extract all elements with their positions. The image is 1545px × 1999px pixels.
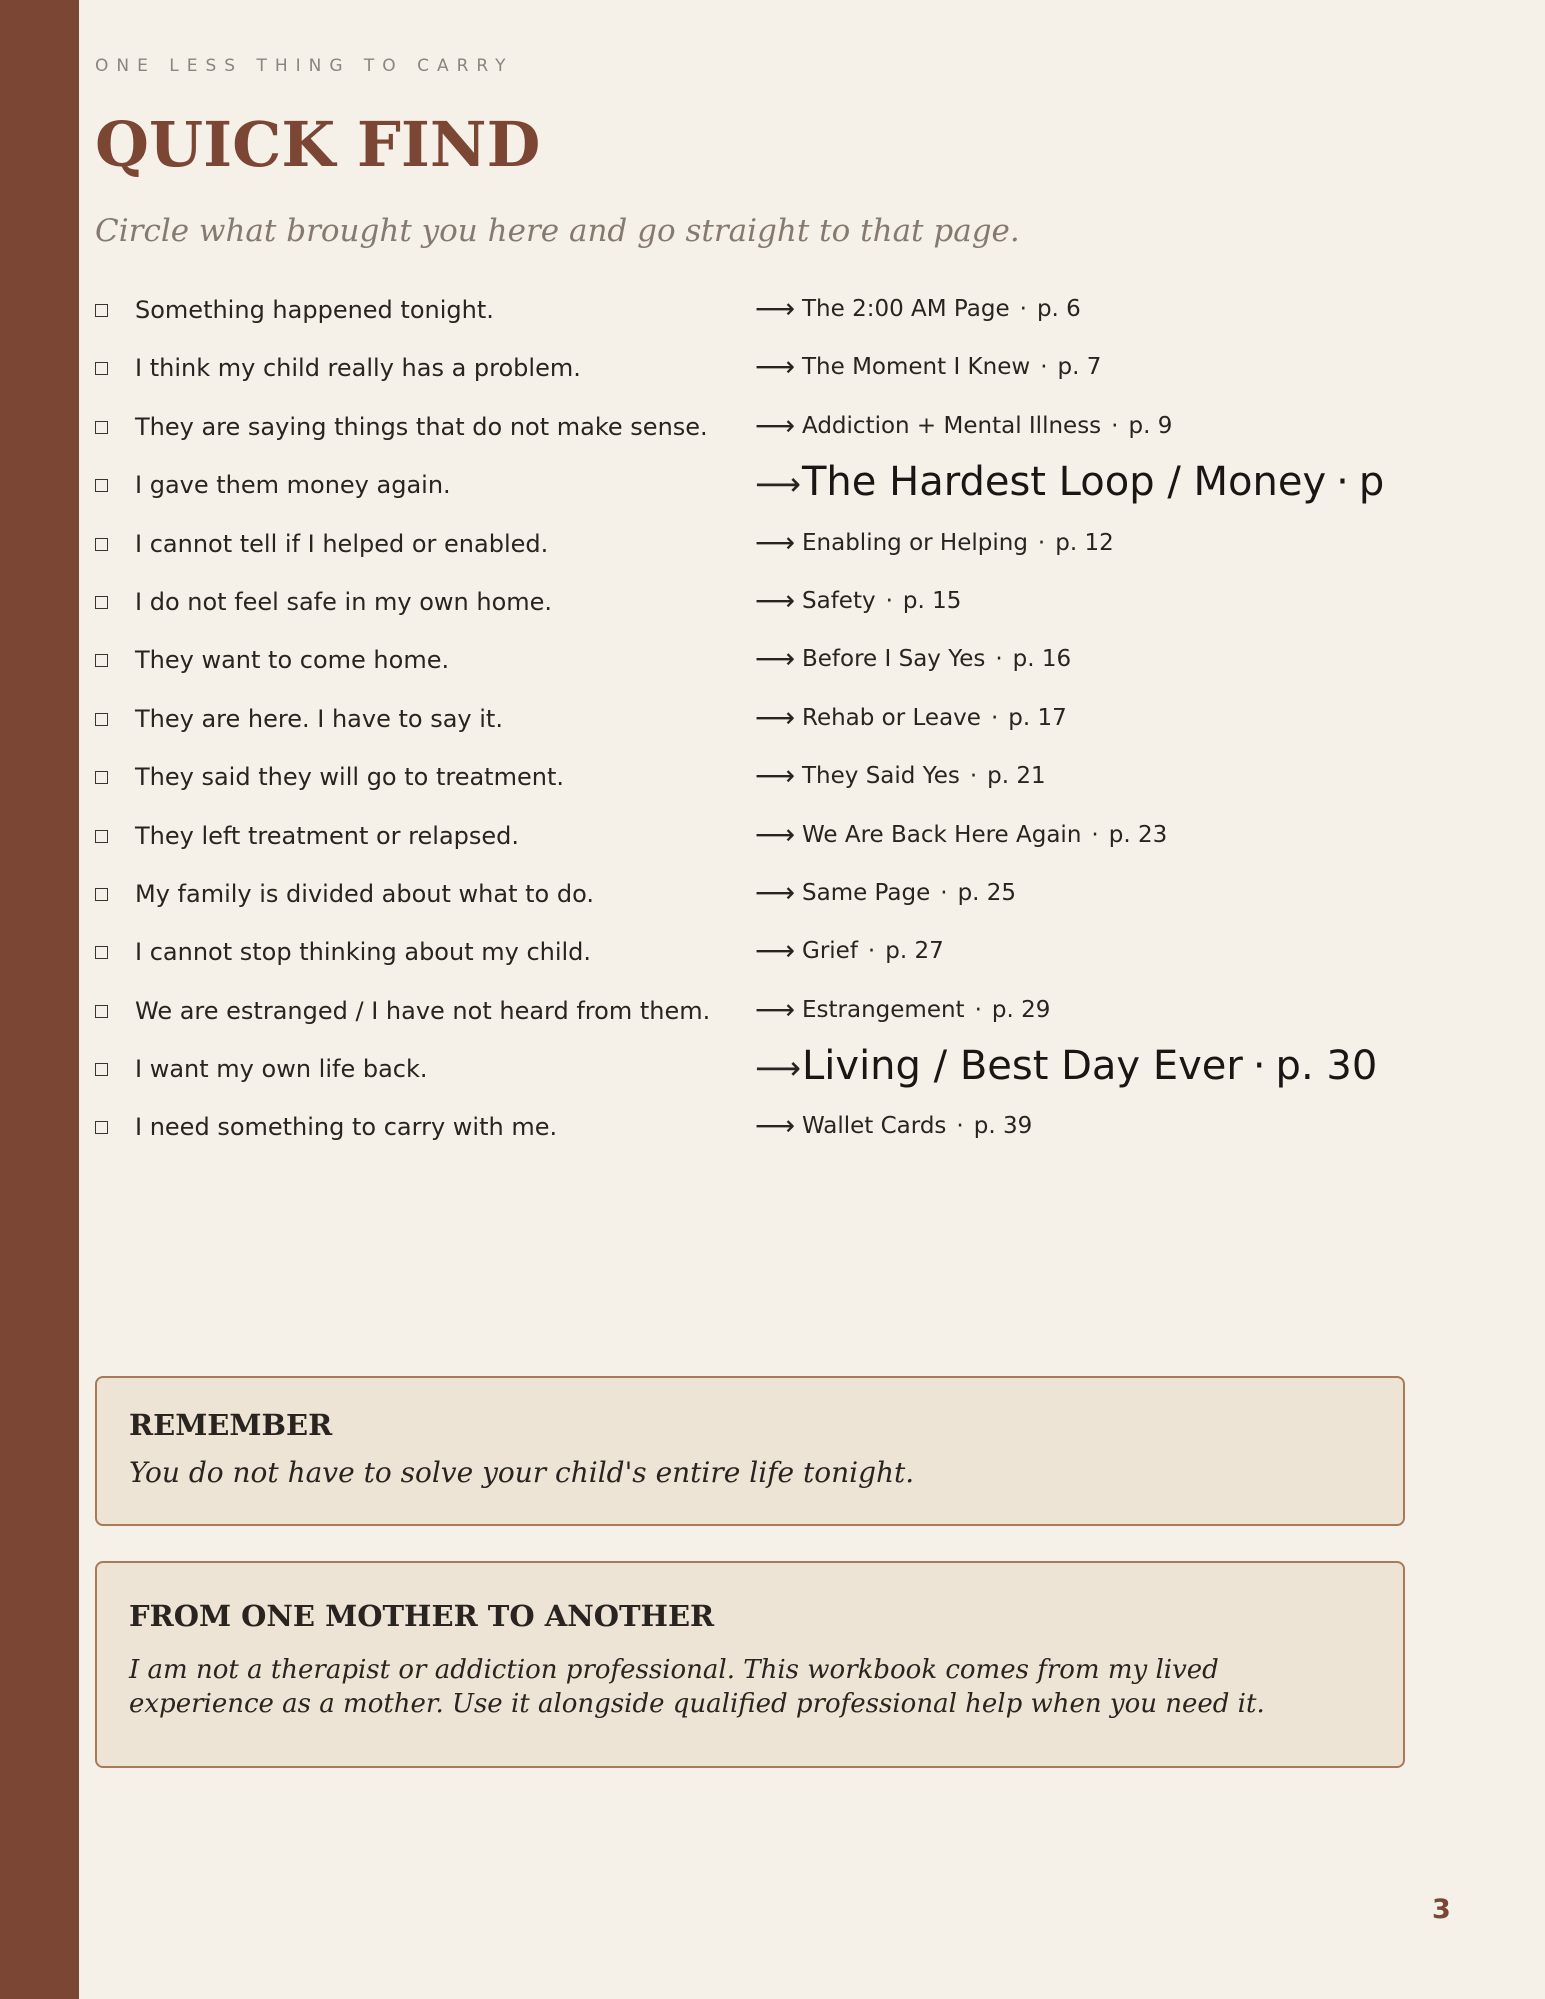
separator-dot: · — [969, 763, 978, 790]
callout-text: You do not have to solve your child's entire life tonight. — [129, 1456, 915, 1489]
prompt-text: I gave them money again. — [135, 471, 451, 500]
checkbox[interactable] — [95, 596, 108, 609]
arrow-icon: ⟶ — [755, 817, 796, 851]
list-item — [95, 699, 1455, 757]
page-ref: p. 39 — [973, 1113, 1033, 1140]
destination-title: Living / Best Day Ever — [802, 1043, 1243, 1090]
separator-dot: · — [1019, 296, 1027, 322]
list-item — [95, 1107, 1455, 1165]
checkbox[interactable] — [95, 946, 108, 959]
prompt-text: They said they will go to treatment. — [135, 763, 564, 792]
checkbox[interactable] — [95, 830, 108, 843]
prompt-text: I need something to carry with me. — [135, 1113, 558, 1142]
destination-link[interactable] — [802, 646, 1071, 672]
arrow-icon: ⟶ — [755, 759, 796, 793]
arrow-icon: ⟶ — [755, 1049, 801, 1088]
destination-link[interactable] — [802, 413, 1172, 439]
destination-link[interactable] — [802, 459, 1384, 505]
arrow-icon: ⟶ — [755, 700, 796, 734]
destination-title: The Hardest Loop / Money — [802, 459, 1327, 506]
list-item — [95, 1043, 1455, 1107]
destination-link[interactable] — [802, 705, 1067, 731]
callout-heading-clip — [129, 1599, 715, 1643]
page-number: 3 — [1432, 1894, 1451, 1925]
eyebrow-text: ONE LESS THING TO CARRY — [95, 56, 514, 76]
arrow-icon: ⟶ — [755, 992, 796, 1026]
checkbox[interactable] — [95, 713, 108, 726]
page-ref: p. 30 — [1275, 1043, 1378, 1090]
destination-title: They Said Yes — [802, 763, 960, 790]
separator-dot: · — [974, 996, 982, 1023]
prompt-text: I cannot stop thinking about my child. — [135, 938, 592, 967]
page-ref: p. 15 — [902, 587, 962, 614]
arrow-icon: ⟶ — [755, 408, 796, 442]
destination-link[interactable] — [802, 822, 1167, 848]
destination-link[interactable] — [802, 588, 961, 614]
separator-dot: · — [1091, 821, 1099, 848]
list-item — [95, 524, 1455, 582]
list-item — [95, 932, 1455, 990]
destination-title: Wallet Cards — [802, 1113, 947, 1140]
prompt-text: Something happened tonight. — [135, 296, 494, 324]
prompt-text: We are estranged / I have not heard from them. — [135, 996, 711, 1025]
destination-link[interactable] — [802, 296, 1081, 322]
page-ref: p. 16 — [1012, 646, 1072, 673]
checkbox[interactable] — [95, 1063, 108, 1076]
arrow-icon: ⟶ — [755, 1109, 796, 1143]
checkbox[interactable] — [95, 538, 108, 551]
page-ref: p. 21 — [987, 763, 1046, 790]
separator-dot: · — [1111, 412, 1119, 439]
checkbox[interactable] — [95, 771, 108, 784]
separator-dot: · — [867, 938, 876, 965]
prompt-text: They are saying things that do not make sense. — [135, 412, 708, 441]
destination-link[interactable] — [802, 1113, 1032, 1139]
page-ref: p. 9 — [1128, 412, 1173, 439]
callout-text: I am not a therapist or addiction professional. This workbook comes from my lived experience as a mother. Use it alongside qualified professional help when you need it. — [129, 1655, 1265, 1719]
arrow-icon: ⟶ — [755, 350, 796, 384]
separator-dot: · — [1037, 529, 1046, 556]
separator-dot: · — [1336, 459, 1349, 506]
page-ref: p. 6 — [1036, 296, 1081, 322]
page-ref: p. 29 — [991, 996, 1051, 1023]
page-subtitle: Circle what brought you here and go straight to that page. — [95, 213, 1020, 249]
destination-title: Enabling or Helping — [802, 529, 1028, 556]
checkbox[interactable] — [95, 654, 108, 667]
prompt-text: I do not feel safe in my own home. — [135, 587, 553, 616]
destination-title: The Moment I Knew — [802, 354, 1031, 381]
destination-title: We Are Back Here Again — [802, 821, 1082, 848]
arrow-icon: ⟶ — [755, 525, 796, 559]
prompt-text: I want my own life back. — [135, 1055, 428, 1084]
page-ref: p. 17 — [1008, 704, 1067, 731]
destination-title: Same Page — [802, 879, 931, 906]
destination-title: The 2:00 AM Page — [802, 296, 1010, 322]
list-item — [95, 991, 1455, 1049]
page-title: QUICK FIND — [95, 108, 541, 181]
destination-title: Safety — [802, 587, 876, 614]
prompt-text: I cannot tell if I helped or enabled. — [135, 529, 549, 558]
list-item — [95, 640, 1455, 698]
destination-title: Before I Say Yes — [802, 646, 986, 673]
destination-title: Grief — [802, 938, 858, 965]
destination-link[interactable] — [802, 880, 1016, 906]
arrow-icon: ⟶ — [755, 583, 796, 617]
page-ref: p. 27 — [885, 938, 944, 965]
page-ref: p. 25 — [957, 879, 1017, 906]
prompt-text: They want to come home. — [135, 646, 450, 675]
separator-dot: · — [995, 646, 1003, 673]
page-ref: p. 12 — [1055, 529, 1114, 556]
list-item — [95, 290, 1455, 348]
prompt-text: My family is divided about what to do. — [135, 879, 594, 908]
destination-title: Addiction + Mental Illness — [802, 412, 1102, 439]
checkbox[interactable] — [95, 421, 108, 434]
checkbox[interactable] — [95, 1005, 108, 1018]
checkbox[interactable] — [95, 362, 108, 375]
separator-dot: · — [1252, 1043, 1266, 1090]
destination-title: Estrangement — [802, 996, 965, 1023]
remember-callout — [95, 1376, 1405, 1526]
separator-dot: · — [990, 704, 999, 731]
arrow-icon: ⟶ — [755, 292, 796, 325]
callout-heading: REMEMBER — [129, 1408, 333, 1442]
checkbox[interactable] — [95, 888, 108, 901]
callout-heading: FROM ONE MOTHER TO ANOTHER — [129, 1599, 715, 1633]
destination-link[interactable] — [802, 997, 1050, 1023]
list-item — [95, 757, 1455, 815]
separator-dot: · — [940, 879, 948, 906]
destination-link[interactable] — [802, 1043, 1377, 1089]
left-accent-bar — [0, 0, 79, 1999]
destination-link[interactable] — [802, 530, 1114, 556]
list-item — [95, 874, 1455, 932]
arrow-icon: ⟶ — [755, 875, 796, 909]
destination-title: Rehab or Leave — [802, 704, 981, 731]
arrow-icon: ⟶ — [755, 465, 801, 504]
destination-clip — [802, 459, 1482, 523]
quick-find-list — [95, 290, 1455, 1166]
page-ref: p — [1358, 459, 1385, 506]
separator-dot: · — [885, 587, 893, 614]
prompt-text: They left treatment or relapsed. — [135, 821, 520, 850]
arrow-icon: ⟶ — [755, 934, 796, 968]
list-item — [95, 348, 1455, 406]
page-ref: p. 7 — [1057, 354, 1102, 381]
destination-link[interactable] — [802, 354, 1101, 380]
prompt-text: They are here. I have to say it. — [135, 704, 503, 733]
prompt-text: I think my child really has a problem. — [135, 354, 581, 383]
checkbox[interactable] — [95, 304, 108, 317]
destination-link[interactable] — [802, 938, 944, 964]
arrow-icon: ⟶ — [755, 642, 796, 676]
checkbox[interactable] — [95, 479, 108, 492]
checkbox[interactable] — [95, 1121, 108, 1134]
mother-note-callout — [95, 1561, 1405, 1768]
page-ref: p. 23 — [1108, 821, 1168, 848]
list-item — [95, 407, 1455, 465]
separator-dot: · — [1040, 354, 1048, 381]
list-item — [95, 582, 1455, 640]
list-item — [95, 459, 1455, 523]
separator-dot: · — [956, 1113, 964, 1140]
destination-link[interactable] — [802, 763, 1046, 789]
list-item — [95, 816, 1455, 874]
